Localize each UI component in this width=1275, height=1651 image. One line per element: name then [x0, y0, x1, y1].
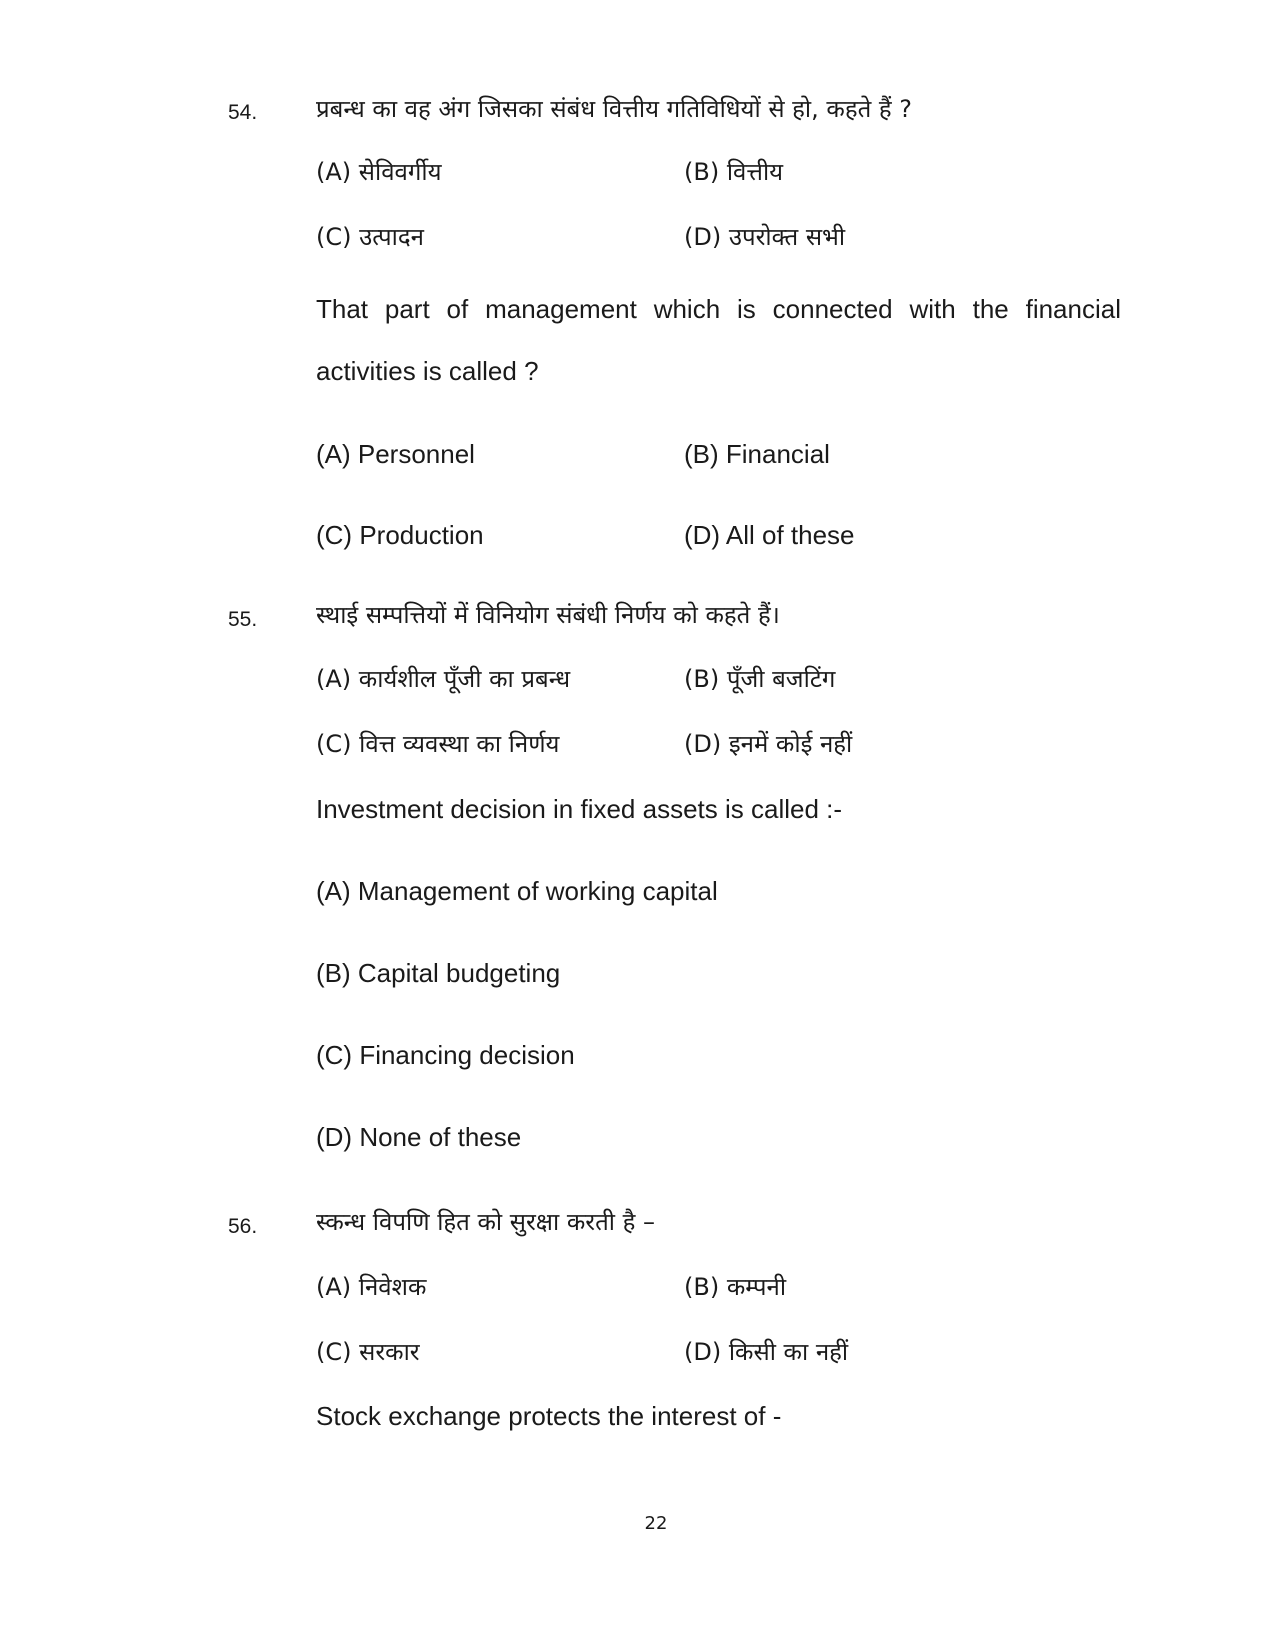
option-c-english: (C) Production — [316, 520, 484, 550]
question-number: 56. — [228, 1215, 258, 1238]
option-b-hindi: (B) पूँजी बजटिंग — [684, 665, 836, 693]
option-b-hindi: (B) वित्तीय — [684, 158, 784, 186]
option-b-hindi: (B) कम्पनी — [684, 1273, 787, 1301]
question-text-english: That part of management which is connected with the financial activities is called ? — [316, 294, 1121, 386]
option-b-english: (B) Financial — [684, 439, 830, 469]
option-d-english: (D) None of these — [316, 1122, 522, 1152]
question-text-hindi: स्थाई सम्पत्तियों में विनियोग संबंधी निर्णय को कहते हैं। — [316, 601, 780, 629]
option-d-hindi: (D) किसी का नहीं — [684, 1338, 849, 1366]
option-a-english: (A) Management of working capital — [316, 876, 718, 906]
question-text-hindi: प्रबन्ध का वह अंग जिसका संबंध वित्तीय गतिविधियों से हो, कहते हैं ? — [316, 95, 912, 123]
option-c-hindi: (C) सरकार — [316, 1338, 420, 1366]
question-number: 55. — [228, 608, 258, 631]
option-d-english: (D) All of these — [684, 520, 855, 550]
option-d-hindi: (D) उपरोक्त सभी — [684, 223, 846, 251]
option-c-hindi: (C) वित्त व्यवस्था का निर्णय — [316, 730, 560, 758]
option-c-hindi: (C) उत्पादन — [316, 223, 424, 251]
option-a-hindi: (A) कार्यशील पूँजी का प्रबन्ध — [316, 665, 571, 693]
question-number: 54. — [228, 101, 258, 124]
question-text-hindi: स्कन्ध विपणि हित को सुरक्षा करती है – — [316, 1208, 655, 1236]
option-d-hindi: (D) इनमें कोई नहीं — [684, 730, 853, 758]
option-c-english: (C) Financing decision — [316, 1040, 575, 1070]
question-text-english: Stock exchange protects the interest of - — [316, 1401, 782, 1431]
page-number: 22 — [644, 1513, 668, 1534]
option-b-english: (B) Capital budgeting — [316, 958, 561, 988]
option-a-hindi: (A) निवेशक — [316, 1273, 427, 1301]
question-text-english: Investment decision in fixed assets is called :- — [316, 794, 843, 824]
option-a-english: (A) Personnel — [316, 439, 475, 469]
option-a-hindi: (A) सेविवर्गीय — [316, 158, 442, 186]
